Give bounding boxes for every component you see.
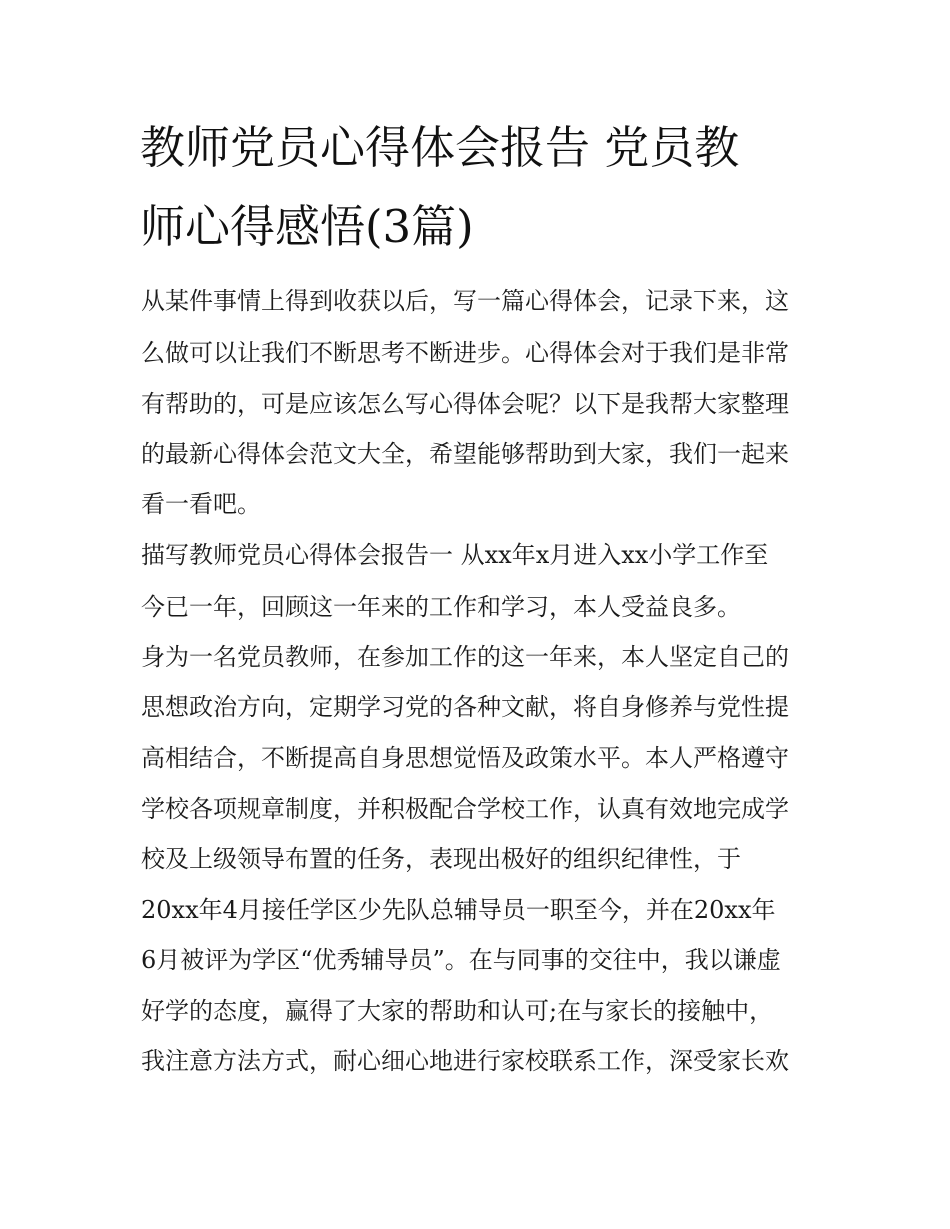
body-line-10: 高相结合，不断提高自身思想觉悟及政策水平。本人严格遵守 bbox=[141, 744, 789, 772]
body-line-12: 校及上级领导布置的任务，表现出极好的组织纪律性，于 bbox=[141, 845, 741, 873]
body-line-11: 学校各项规章制度，并积极配合学校工作，认真有效地完成学 bbox=[141, 795, 789, 823]
body-line-2: 么做可以让我们不断思考不断进步。心得体会对于我们是非常 bbox=[141, 339, 789, 367]
body-line-16: 我注意方法方式，耐心细心地进行家校联系工作，深受家长欢 bbox=[141, 1047, 789, 1075]
body-line-15: 好学的态度，赢得了大家的帮助和认可;在与家长的接触中， bbox=[141, 997, 774, 1025]
body-line-5: 看一看吧。 bbox=[141, 490, 261, 518]
body-line-14: 6月被评为学区“优秀辅导员”。在与同事的交往中，我以谦虚 bbox=[141, 946, 781, 974]
body-line-7: 今已一年，回顾这一年来的工作和学习，本人受益良多。 bbox=[141, 593, 741, 621]
body-line-3: 有帮助的，可是应该怎么写心得体会呢？以下是我帮大家整理 bbox=[141, 390, 789, 418]
title-line-2: 师心得感悟(3篇) bbox=[140, 200, 474, 253]
title-line-1: 教师党员心得体会报告 党员教 bbox=[140, 121, 740, 174]
body-line-6: 描写教师党员心得体会报告一 从xx年x月进入xx小学工作至 bbox=[141, 541, 769, 569]
body-line-13: 20xx年4月接任学区少先队总辅导员一职至今，并在20xx年 bbox=[141, 896, 776, 924]
body-line-4: 的最新心得体会范文大全，希望能够帮助到大家，我们一起来 bbox=[141, 440, 789, 468]
body-line-1: 从某件事情上得到收获以后，写一篇心得体会，记录下来，这 bbox=[141, 287, 789, 315]
body-line-8: 身为一名党员教师，在参加工作的这一年来，本人坚定自己的 bbox=[141, 643, 789, 671]
body-line-9: 思想政治方向，定期学习党的各种文献，将自身修养与党性提 bbox=[141, 693, 789, 721]
